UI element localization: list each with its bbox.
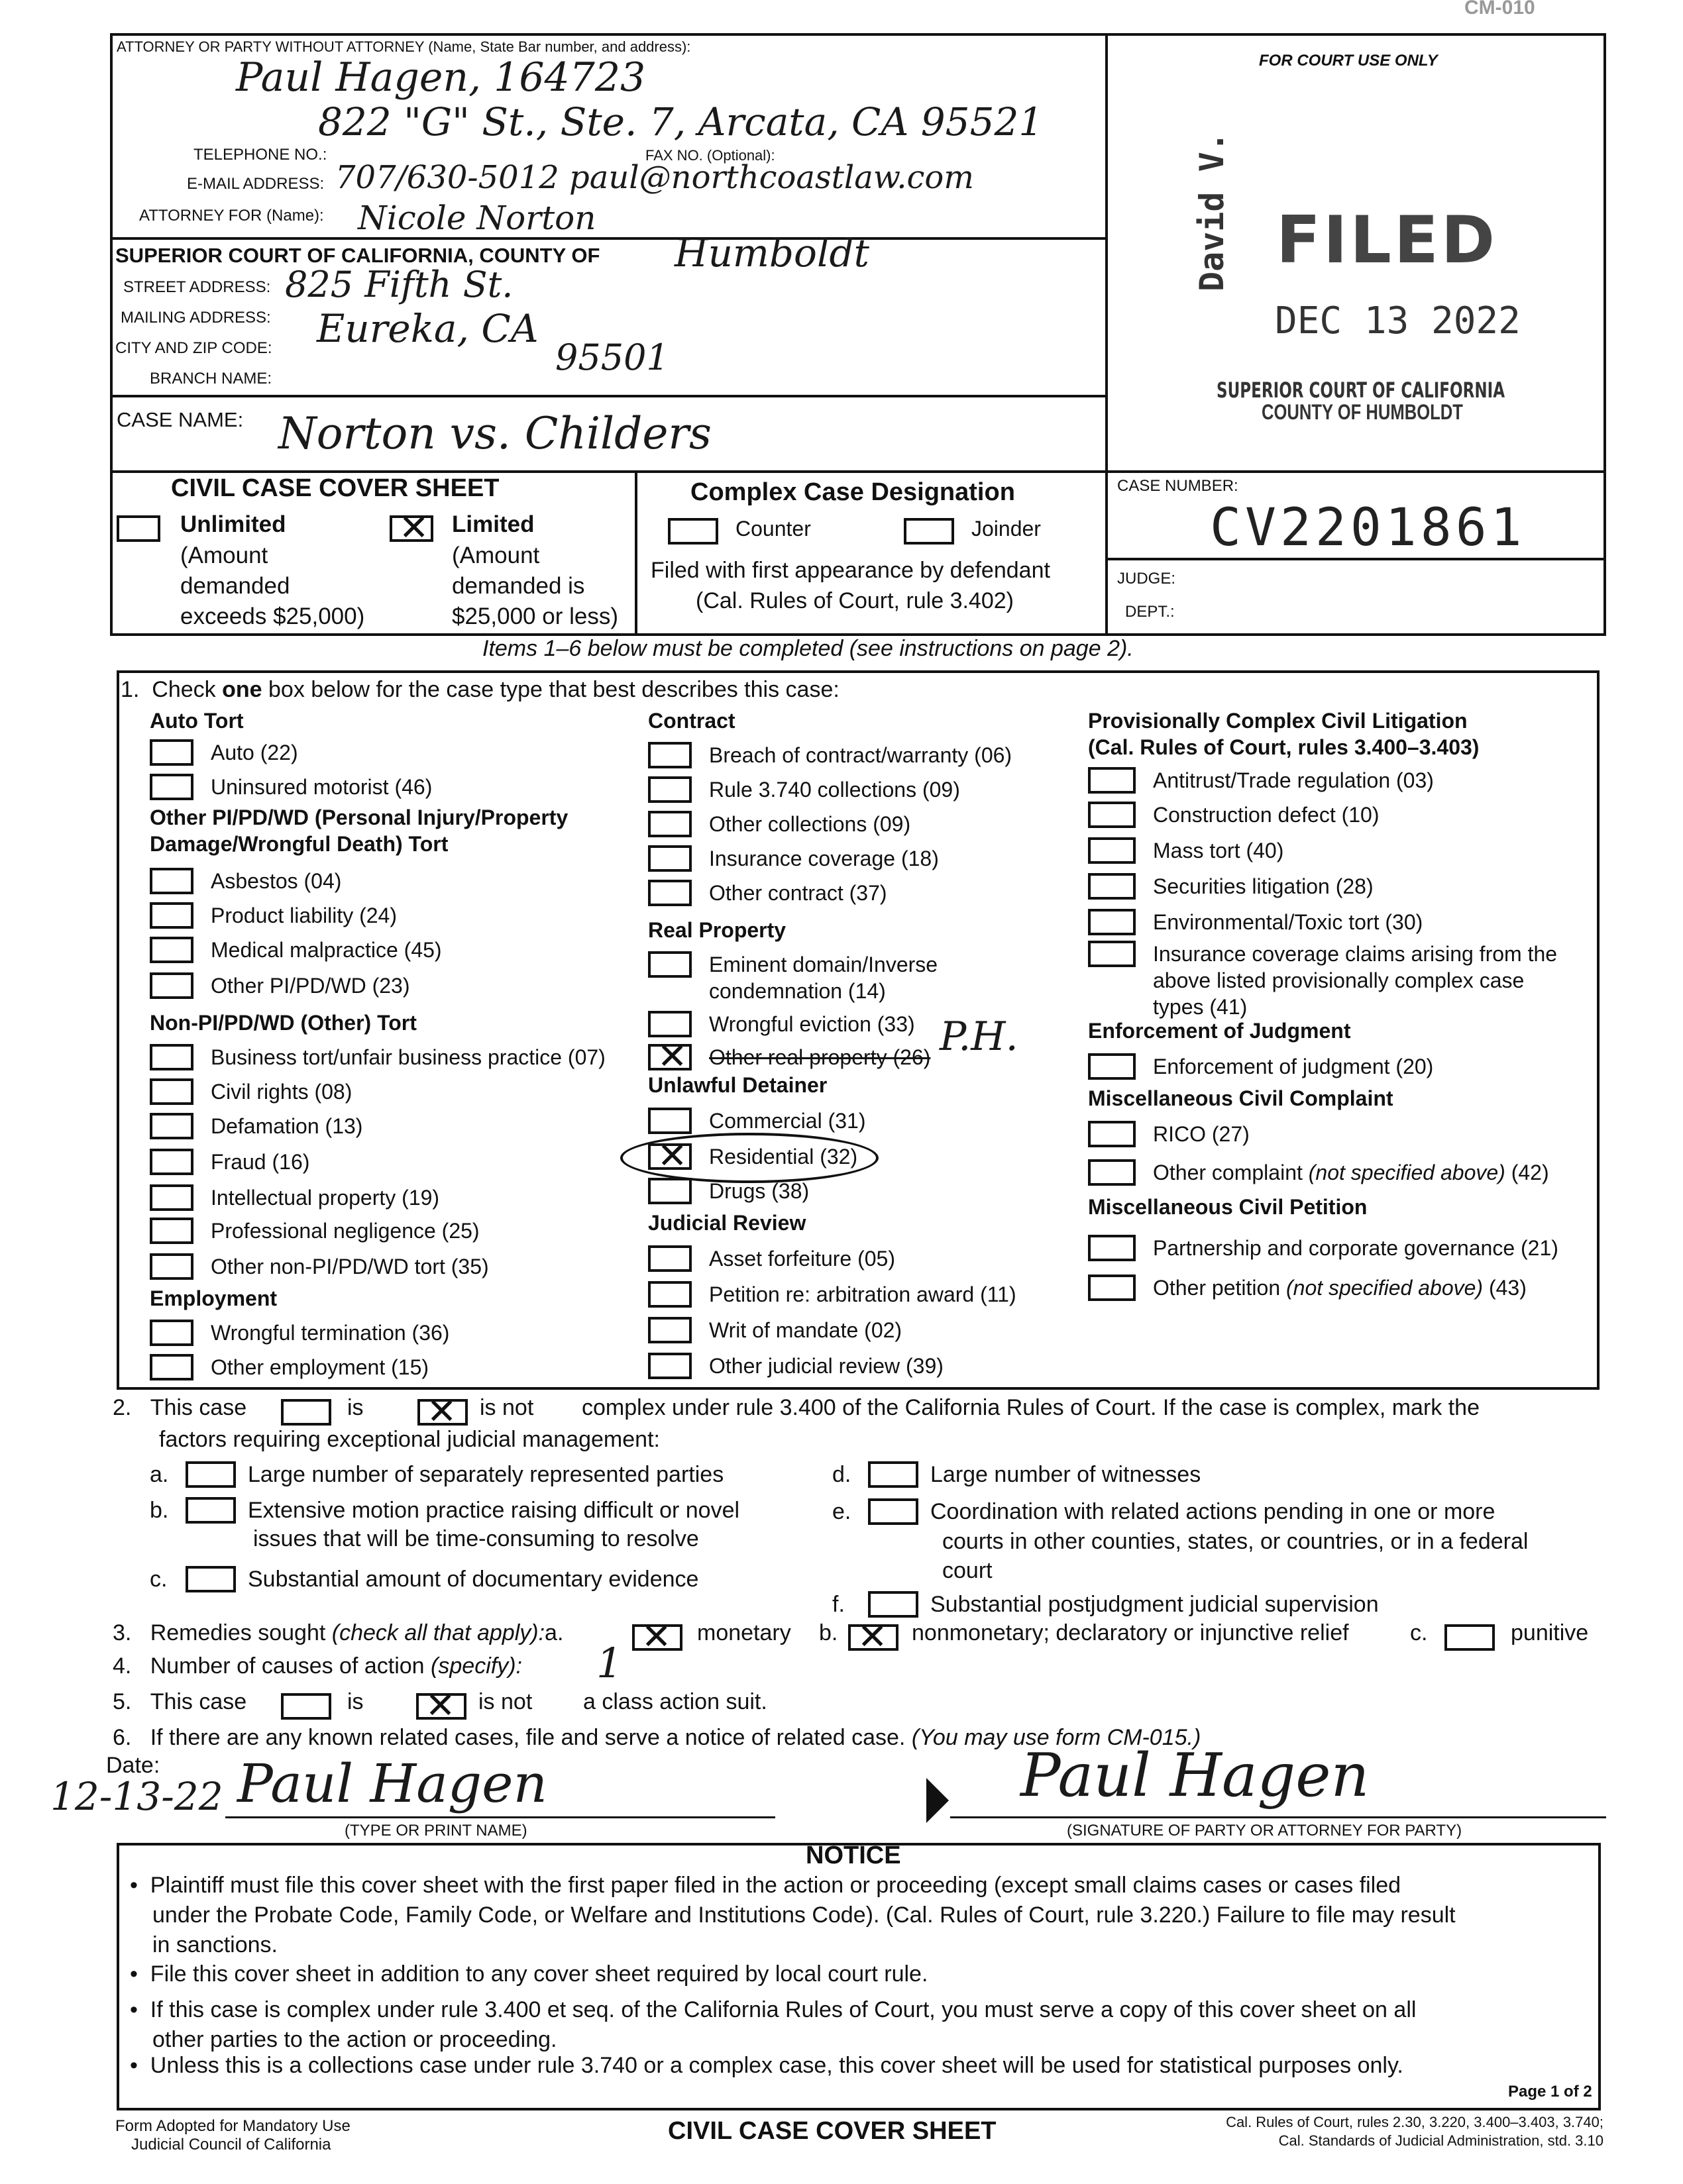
factor-d[interactable]: d. Large number of witnesses — [832, 1461, 1201, 1487]
pi-header-1: Other PI/PD/WD (Personal Injury/Property — [150, 806, 569, 829]
court-title: SUPERIOR COURT OF CALIFORNIA, COUNTY OF — [115, 244, 600, 267]
item5-is-label: is — [347, 1689, 364, 1714]
case-type-defamation[interactable]: Defamation (13) — [150, 1113, 362, 1139]
case-type-commercial[interactable]: Commercial (31) — [648, 1108, 865, 1134]
case-type-asbestos[interactable]: Asbestos (04) — [150, 868, 341, 894]
filed-note1: Filed with first appearance by defendant — [651, 558, 1050, 583]
court-use-label: FOR COURT USE ONLY — [1259, 52, 1438, 70]
case-type-other-real-property[interactable]: ✕ Other real property (26) — [648, 1044, 930, 1070]
case-type-business-tort[interactable]: Business tort/unfair business practice (07) — [150, 1044, 606, 1070]
footer-left: Form Adopted for Mandatory Use Judicial Council of California — [115, 2117, 351, 2154]
case-type-intellectual-property[interactable]: Intellectual property (19) — [150, 1184, 439, 1211]
notice-bullet-4: • Unless this is a collections case under rule 3.740 or a complex case, this cover sheet will be used for statistical purposes only. — [130, 2053, 1403, 2078]
monetary-checkbox[interactable] — [632, 1624, 682, 1651]
item2-isnot-checkbox[interactable] — [417, 1399, 468, 1426]
date-value: 12-13-22 — [50, 1774, 223, 1819]
factor-b[interactable]: b. Extensive motion practice raising difficult or novel — [150, 1497, 740, 1523]
fax-label: FAX NO. (Optional): — [645, 147, 775, 164]
case-type-mass-tort[interactable]: Mass tort (40) — [1088, 837, 1283, 864]
arrow-icon — [926, 1778, 949, 1823]
factor-b-cont: issues that will be time-consuming to resolve — [253, 1526, 699, 1551]
item2-text2: factors requiring exceptional judicial management: — [159, 1427, 660, 1452]
city-value: Eureka, CA — [317, 306, 539, 351]
case-type-fraud[interactable]: Fraud (16) — [150, 1149, 309, 1175]
item5-isnot-checkbox[interactable] — [416, 1693, 466, 1720]
filed-note2: (Cal. Rules of Court, rule 3.402) — [696, 588, 1014, 613]
judge-label: JUDGE: — [1117, 570, 1176, 588]
case-type-professional-negligence[interactable]: Professional negligence (25) — [150, 1218, 480, 1244]
auto-tort-header: Auto Tort — [150, 709, 244, 733]
limited-desc: (Amount demanded is $25,000 or less) — [452, 543, 618, 629]
monetary-label: monetary — [697, 1620, 791, 1645]
misc-complaint-header: Miscellaneous Civil Complaint — [1088, 1086, 1393, 1110]
stamp-date: DEC 13 2022 — [1275, 299, 1521, 342]
pc-header-2: (Cal. Rules of Court, rules 3.400–3.403) — [1088, 735, 1480, 759]
attorney-address: 822 "G" St., Ste. 7, Arcata, CA 95521 — [318, 99, 1044, 144]
item2-isnot-label: is not — [480, 1395, 534, 1420]
case-type-arbitration[interactable]: Petition re: arbitration award (11) — [648, 1281, 1016, 1308]
case-name-label: CASE NAME: — [117, 408, 244, 431]
email-label: E-MAIL ADDRESS: — [187, 175, 325, 193]
stamp-clerk: David V. — [1193, 132, 1231, 291]
factor-c[interactable]: c. Substantial amount of documentary evidence — [150, 1566, 699, 1592]
enforcement-header: Enforcement of Judgment — [1088, 1019, 1351, 1043]
stamp-court-line2: COUNTY OF HUMBOLDT — [1262, 400, 1463, 424]
factor-e[interactable]: e. Coordination with related actions pending in one or more — [832, 1498, 1495, 1524]
telephone-label: TELEPHONE NO.: — [193, 146, 327, 164]
case-type-insurance-coverage[interactable]: Insurance coverage (18) — [648, 845, 939, 872]
footer-title: CIVIL CASE COVER SHEET — [668, 2117, 997, 2145]
punitive-checkbox[interactable] — [1444, 1624, 1495, 1651]
case-number-label: CASE NUMBER: — [1117, 477, 1238, 495]
stamp-filed: FILED — [1276, 203, 1498, 278]
item4-label: 4. Number of causes of action (specify): — [113, 1653, 522, 1679]
notice-title: NOTICE — [806, 1842, 901, 1869]
limited-checkbox[interactable] — [390, 515, 433, 542]
cover-title: CIVIL CASE COVER SHEET — [171, 474, 500, 502]
case-name-value: Norton vs. Childers — [278, 408, 712, 459]
print-name-label: (TYPE OR PRINT NAME) — [345, 1822, 527, 1840]
case-type-construction-defect[interactable]: Construction defect (10) — [1088, 802, 1380, 828]
items-instruction: Items 1–6 below must be completed (see instructions on page 2). — [482, 636, 1134, 661]
case-type-product-liability[interactable]: Product liability (24) — [150, 902, 397, 929]
pi-header-2: Damage/Wrongful Death) Tort — [150, 832, 449, 856]
attorney-label: ATTORNEY OR PARTY WITHOUT ATTORNEY (Name, State Bar number, and address): — [117, 38, 691, 55]
contract-header: Contract — [648, 709, 735, 733]
correction-initials: P.H. — [940, 1014, 1018, 1060]
counter-checkbox[interactable] — [668, 518, 718, 545]
case-type-eminent-domain[interactable]: Eminent domain/Inverse condemnation (14) — [648, 951, 938, 1004]
zip-value: 95501 — [555, 337, 669, 378]
case-type-other-collections[interactable]: Other collections (09) — [648, 811, 910, 837]
case-type-drugs[interactable]: Drugs (38) — [648, 1178, 809, 1204]
case-type-other-nonpi[interactable]: Other non-PI/PD/WD tort (35) — [150, 1253, 489, 1280]
unlimited-desc: (Amount demanded exceeds $25,000) — [180, 543, 365, 629]
unlimited-label: Unlimited — [180, 511, 286, 537]
nonmonetary-label: nonmonetary; declaratory or injunctive relief — [912, 1620, 1349, 1645]
item2-line1: 2. This case — [113, 1395, 247, 1420]
judicial-review-header: Judicial Review — [648, 1211, 806, 1235]
case-type-residential[interactable]: ✕ Residential (32) — [648, 1143, 857, 1170]
item5-label: 5. This case — [113, 1689, 247, 1714]
page-number: Page 1 of 2 — [1508, 2083, 1592, 2101]
attorney-for-label: ATTORNEY FOR (Name): — [139, 207, 324, 225]
joinder-checkbox[interactable] — [904, 518, 954, 545]
case-type-asset-forfeiture[interactable]: Asset forfeiture (05) — [648, 1245, 895, 1272]
case-type-insurance-claims-complex[interactable]: Insurance coverage claims arising from the above listed provisionally complex case types (41) — [1088, 941, 1557, 1020]
form-number: CM-010 — [1464, 0, 1535, 16]
case-type-securities[interactable]: Securities litigation (28) — [1088, 873, 1374, 900]
case-type-environmental[interactable]: Environmental/Toxic tort (30) — [1088, 909, 1423, 935]
case-type-auto[interactable]: Auto (22) — [150, 739, 298, 766]
item5-isnot-label: is not — [478, 1689, 533, 1714]
factor-e-cont2: court — [942, 1558, 993, 1583]
unlawful-detainer-header: Unlawful Detainer — [648, 1073, 828, 1097]
limited-label: Limited — [452, 511, 535, 537]
notice-bullet-3: • If this case is complex under rule 3.400 et seq. of the California Rules of Court, you must serve a copy of this cover sheet on all other parties to the action or proceeding. — [130, 1997, 1417, 2052]
item5-text: a class action suit. — [583, 1689, 767, 1714]
branch-label: BRANCH NAME: — [150, 370, 272, 388]
case-type-other-complaint[interactable]: Other complaint (not specified above) (42) — [1088, 1159, 1549, 1186]
pc-header-1: Provisionally Complex Civil Litigation — [1088, 709, 1468, 733]
stamp-court-line1: SUPERIOR COURT OF CALIFORNIA — [1217, 378, 1505, 403]
footer-right: Cal. Rules of Court, rules 2.30, 3.220, 3.400–3.403, 3.740; Cal. Standards of Judicial Administration, std. 3.10 — [1226, 2114, 1603, 2149]
factor-a[interactable]: a. Large number of separately represented parties — [150, 1461, 724, 1487]
case-type-other-employment[interactable]: Other employment (15) — [150, 1354, 429, 1380]
case-type-wrongful-termination[interactable]: Wrongful termination (36) — [150, 1320, 449, 1346]
street-value: 825 Fifth St. — [285, 264, 514, 305]
causes-of-action-value: 1 — [596, 1639, 623, 1687]
item1-heading: 1. Check one box below for the case type that best describes this case: — [121, 677, 840, 702]
street-label: STREET ADDRESS: — [123, 278, 271, 296]
item3-label: 3. Remedies sought (check all that apply):a. — [113, 1620, 564, 1645]
attorney-name: Paul Hagen, 164723 — [236, 54, 646, 101]
case-type-civil-rights[interactable]: Civil rights (08) — [150, 1078, 352, 1105]
item2-is-checkbox[interactable] — [281, 1399, 331, 1426]
case-type-antitrust[interactable]: Antitrust/Trade regulation (03) — [1088, 767, 1434, 794]
punitive-label: punitive — [1511, 1620, 1589, 1645]
unlimited-checkbox[interactable] — [117, 515, 160, 542]
item2-is-label: is — [347, 1395, 364, 1420]
complex-title: Complex Case Designation — [690, 478, 1015, 506]
nonpi-header: Non-PI/PD/WD (Other) Tort — [150, 1011, 417, 1035]
item3-b: b. — [819, 1620, 838, 1645]
item6-text: 6. If there are any known related cases, file and serve a notice of related case. (You may use form CM-015.) — [113, 1725, 1201, 1750]
signature-label: (SIGNATURE OF PARTY OR ATTORNEY FOR PARTY) — [1067, 1822, 1462, 1840]
real-property-header: Real Property — [648, 918, 787, 942]
case-type-medical-malpractice[interactable]: Medical malpractice (45) — [150, 937, 442, 963]
case-type-writ-of-mandate[interactable]: Writ of mandate (02) — [648, 1317, 902, 1343]
case-type-partnership[interactable]: Partnership and corporate governance (21) — [1088, 1235, 1558, 1261]
nonmonetary-checkbox[interactable] — [848, 1624, 898, 1651]
case-type-enforcement[interactable]: Enforcement of judgment (20) — [1088, 1053, 1433, 1080]
date-label: Date: — [106, 1753, 160, 1778]
case-type-other-judicial[interactable]: Other judicial review (39) — [648, 1353, 944, 1379]
notice-bullet-1: • Plaintiff must file this cover sheet with the first paper filed in the action or proceeding (except small claims cases or cases filed under the Probate Code, Family Code, or Welfare and Institutions Code). (Cal. Rules of Court, rule 3.220.) Failure to file may result in sanctions. — [130, 1873, 1456, 1957]
misc-petition-header: Miscellaneous Civil Petition — [1088, 1195, 1368, 1219]
city-label: CITY AND ZIP CODE: — [115, 339, 272, 357]
counter-label: Counter — [735, 517, 811, 541]
dept-label: DEPT.: — [1125, 603, 1175, 621]
case-type-other-pi[interactable]: Other PI/PD/WD (23) — [150, 972, 410, 999]
case-number-value: CV2201861 — [1210, 498, 1526, 558]
mailing-label: MAILING ADDRESS: — [121, 309, 271, 327]
case-type-other-petition[interactable]: Other petition (not specified above) (43) — [1088, 1274, 1527, 1301]
item5-is-checkbox[interactable] — [281, 1693, 331, 1720]
phone-email-value: 707/630-5012 paul@northcoastlaw.com — [335, 159, 974, 196]
case-type-rule-3740[interactable]: Rule 3.740 collections (09) — [648, 776, 960, 803]
notice-bullet-2: • File this cover sheet in addition to any cover sheet required by local court rule. — [130, 1961, 928, 1987]
residential-circle — [620, 1133, 879, 1183]
joinder-label: Joinder — [971, 517, 1041, 541]
case-type-breach[interactable]: Breach of contract/warranty (06) — [648, 742, 1012, 768]
case-type-uninsured[interactable]: Uninsured motorist (46) — [150, 774, 432, 800]
factor-f[interactable]: f. Substantial postjudgment judicial supervision — [832, 1591, 1379, 1617]
attorney-for-value: Nicole Norton — [358, 199, 596, 237]
employment-header: Employment — [150, 1286, 278, 1310]
item2-text: complex under rule 3.400 of the California Rules of Court. If the case is complex, mark the — [582, 1395, 1480, 1420]
case-type-wrongful-eviction[interactable]: Wrongful eviction (33) — [648, 1011, 915, 1037]
signature-value: Paul Hagen — [1020, 1741, 1370, 1810]
factor-e-cont1: courts in other counties, states, or countries, or in a federal — [942, 1529, 1529, 1554]
case-type-other-contract[interactable]: Other contract (37) — [648, 880, 887, 906]
case-type-rico[interactable]: RICO (27) — [1088, 1121, 1250, 1147]
item3-c: c. — [1410, 1620, 1428, 1645]
court-county: Humboldt — [675, 231, 869, 276]
printed-name: Paul Hagen — [237, 1753, 548, 1814]
